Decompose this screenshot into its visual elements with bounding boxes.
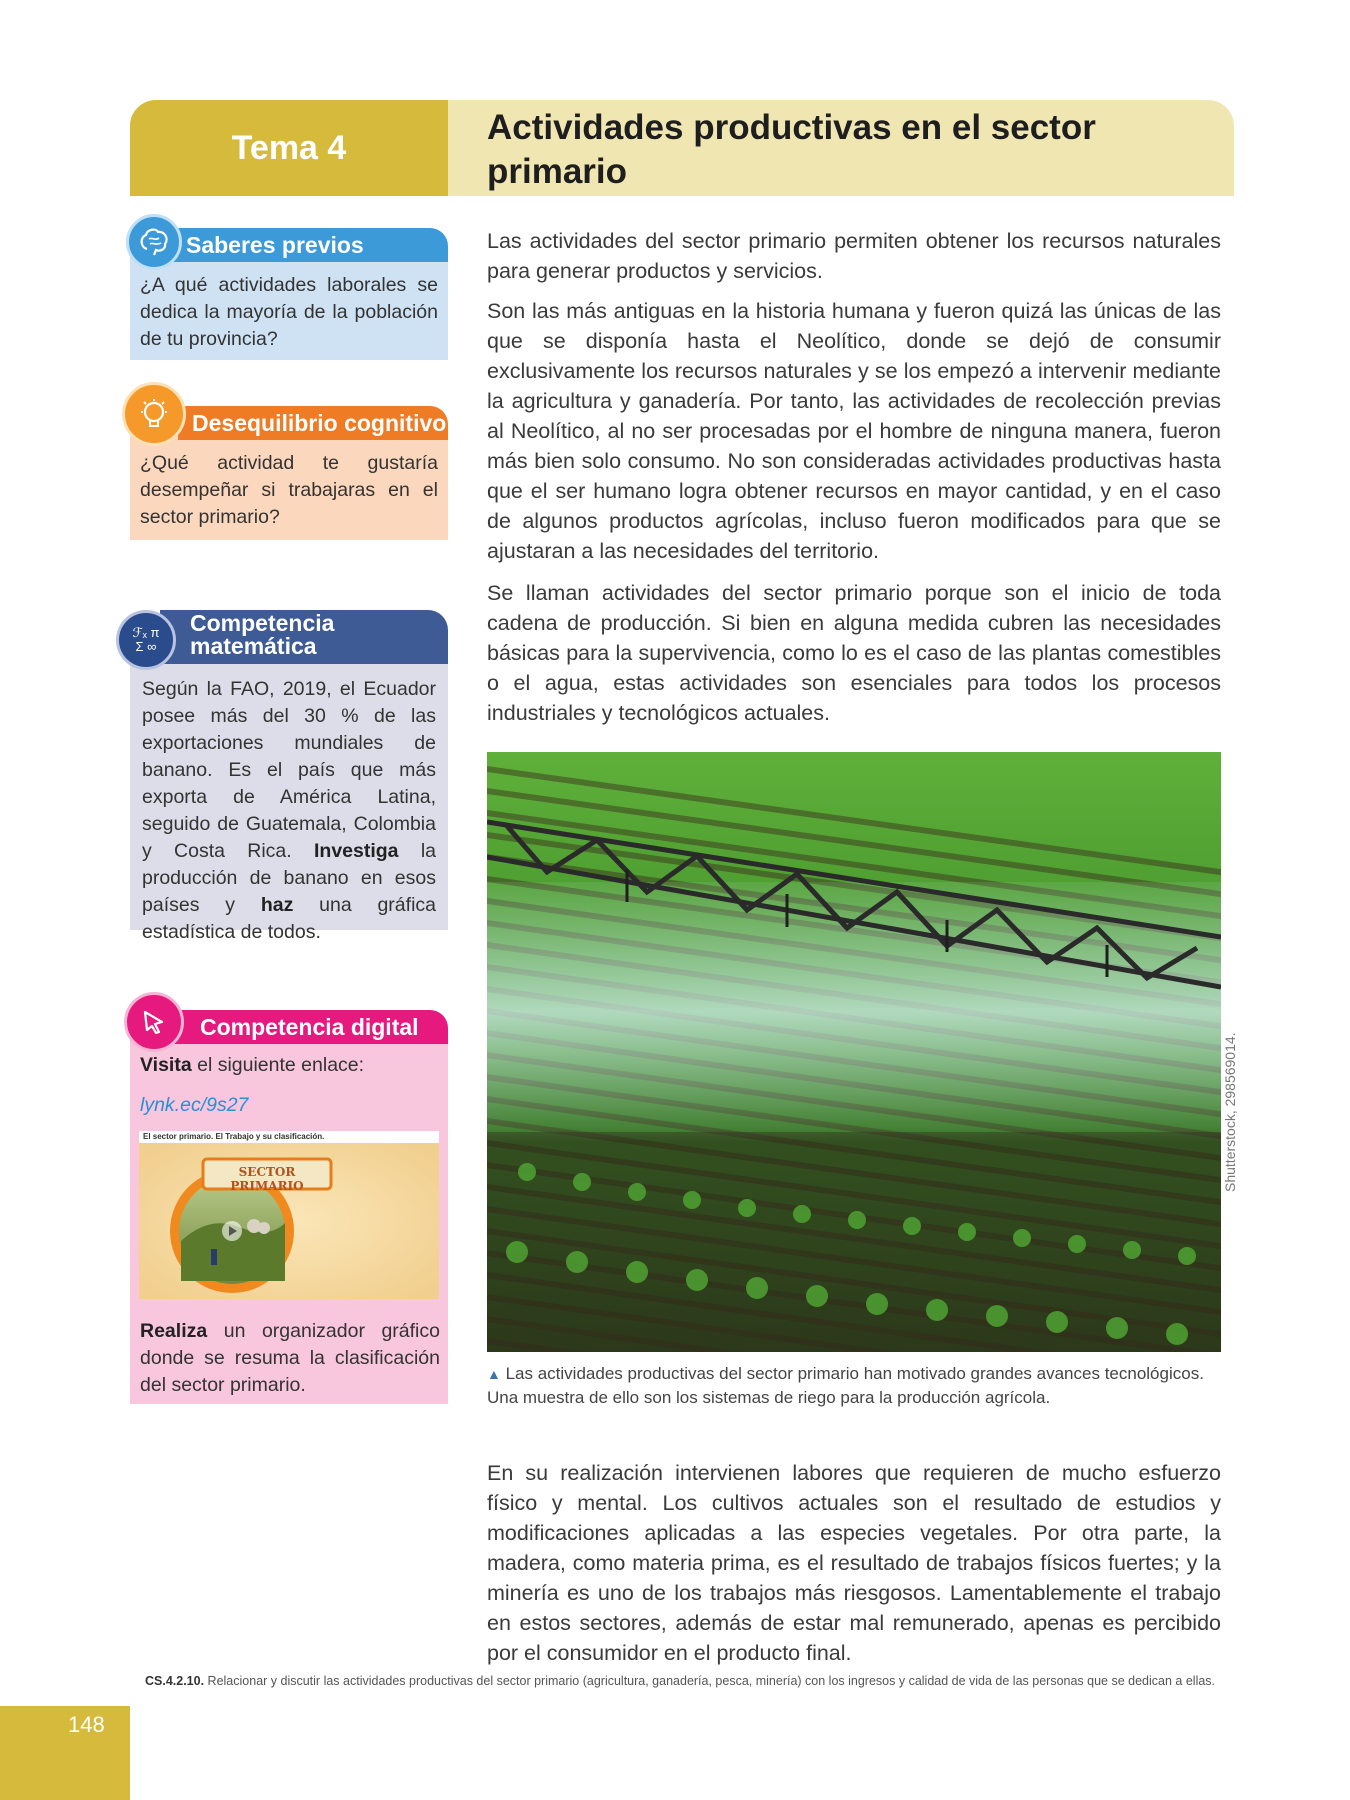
video-thumbnail[interactable]	[139, 1131, 439, 1299]
matematica-bold-haz: haz	[260, 894, 294, 916]
brain-icon	[126, 214, 182, 270]
visita-line	[140, 1054, 364, 1077]
lightbulb-head-icon	[122, 382, 186, 446]
irrigation-photo	[487, 752, 1221, 1352]
box-heading-bar	[178, 406, 448, 440]
box-heading-bar	[160, 610, 448, 664]
irrigation-photo-art	[487, 752, 1221, 1352]
topic-number: Tema 4	[130, 100, 448, 196]
paragraph-2: Son las más antiguas en la historia humana y fueron quizá las únicas de las que se disponía hasta el Neolítico, donde se dejó de consumir exclusivamente los recursos naturales y se los empezó a intervenir mediante la agricultura y ganadería. Por tanto, las actividades de recolección previas al Neolítico, al no ser procesadas por el hombre de ninguna manera, fueron más bien solo consumo. No son consideradas actividades productivas hasta que el ser humano logra obtener recursos en mayor cantidad, y en el caso de algunos productos agrícolas, incluso fueron modificados para que se ajustaran a las necesidades del territorio.	[487, 299, 1221, 563]
matematica-text-part: una gráfica estadística de todos.	[142, 894, 436, 943]
curriculum-footnote	[145, 1674, 1235, 1688]
competencia-matematica-box	[130, 610, 448, 943]
desequilibrio-text: ¿Qué actividad te gustaría desempeñar si trabajaras en el sector primario?	[140, 452, 438, 528]
realiza-rest: un organizador gráfico donde se resuma la clasificación del sector primario.	[140, 1320, 440, 1396]
topic-header	[130, 100, 1234, 196]
paragraph-4: En su realización intervienen labores que requieren de mucho esfuerzo físico y mental. Los cultivos actuales son el resultado de estudios y modificaciones aplicadas a las especies vegetales. Por otra parte, la madera, como materia prima, es el resultado de trabajos físicos fuertes; y la minería es uno de los trabajos más riesgosos. Lamentablemente el trabajo en estos sectores, además de estar mal remunerado, apenas es percibido por el consumidor en el producto final.	[487, 1461, 1221, 1665]
math-symbols-icon	[116, 610, 176, 670]
video-caption: El sector primario. El Trabajo y su clasificación.	[143, 1132, 325, 1141]
cursor-arrow-icon	[124, 992, 184, 1052]
matematica-text-part: la producción de banano en esos países y	[142, 840, 436, 916]
photo-caption	[487, 1362, 1221, 1410]
matematica-bold-investiga: Investiga	[313, 840, 399, 862]
caption-triangle-icon: ▲	[487, 1366, 501, 1382]
caption-text: Las actividades productivas del sector primario han motivado grandes avances tecnológicos. Una muestra de ello son los sistemas de riego para la producción agrícola.	[487, 1364, 1204, 1407]
visita-text: el siguiente enlace:	[191, 1054, 365, 1076]
math-symbols-text: ℱₓ π Σ ∞	[132, 625, 160, 654]
desequilibrio-box	[130, 404, 448, 540]
photo-credit: Shutterstock, 298569014.	[1222, 1032, 1238, 1192]
curriculum-text: Relacionar y discutir las actividades productivas del sector primario (agricultura, ganadería, pesca, minería) con los ingresos y calidad de vida de las personas que se dedican a ellas.	[204, 1674, 1216, 1688]
saberes-text: ¿A qué actividades laborales se dedica la mayoría de la población de tu provincia?	[140, 274, 438, 350]
saberes-heading: Saberes previos	[186, 232, 364, 258]
realiza-bold: Realiza	[140, 1320, 208, 1342]
matematica-heading-line1: Competencia	[190, 610, 335, 636]
curriculum-code: CS.4.2.10.	[145, 1674, 205, 1688]
page-title: Actividades productivas en el sector primario	[487, 108, 1096, 191]
matematica-heading-line2: matemática	[190, 633, 317, 659]
paragraph-3: Se llaman actividades del sector primario porque son el inicio de toda cadena de producción. Si bien en alguna medida cubren las necesidades básicas para la supervivencia, como lo es el caso de las plantas comestibles o el agua, estas actividades son esenciales para todos los procesos industriales y tecnológicos actuales.	[487, 581, 1221, 725]
page-tab	[0, 1706, 130, 1800]
realiza-text	[140, 1318, 440, 1399]
paragraph-1: Las actividades del sector primario permiten obtener los recursos naturales para generar productos y servicios.	[487, 229, 1221, 283]
digital-heading: Competencia digital	[200, 1014, 419, 1040]
box-heading-bar	[170, 1010, 448, 1044]
saberes-previos-box	[130, 228, 448, 360]
page-number: 148	[68, 1712, 105, 1737]
video-banner: SECTOR PRIMARIO	[230, 1165, 304, 1193]
visita-bold: Visita	[140, 1054, 192, 1076]
lynk-link[interactable]: lynk.ec/9s27	[140, 1094, 249, 1116]
matematica-text	[130, 676, 448, 946]
desequilibrio-heading: Desequilibrio cognitivo	[192, 410, 447, 436]
video-thumbnail-art	[139, 1131, 439, 1299]
box-heading-bar	[160, 228, 448, 262]
matematica-text-part: Según la FAO, 2019, el Ecuador posee más del 30 % de las exportaciones mundiales de banano. Es el país que más exporta de América Latina, seguido de Guatemala, Colombia y Costa Rica.	[142, 678, 436, 862]
